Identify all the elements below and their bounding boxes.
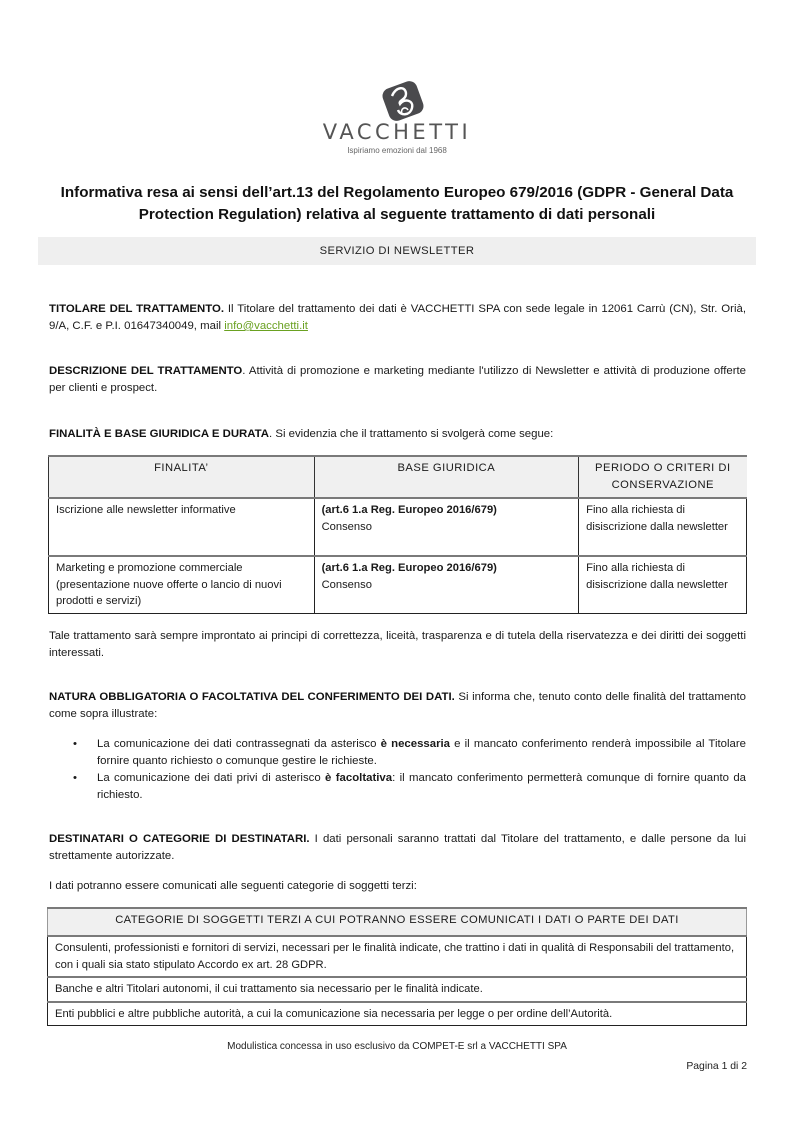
bullet-list xyxy=(49,736,746,804)
section-text: . Si evidenzia che il trattamento si svolgerà come segue: xyxy=(269,428,554,440)
section-destinatari xyxy=(49,831,746,865)
legal-basis-text: Consenso xyxy=(321,578,372,591)
cell-base-giuridica xyxy=(314,556,579,614)
cell-periodo: Fino alla richiesta di disiscrizione dalla newsletter xyxy=(579,556,747,614)
cell-finalita: Iscrizione alle newsletter informative xyxy=(49,498,315,556)
service-label: SERVIZIO DI NEWSLETTER xyxy=(38,237,756,265)
recipient-category: Consulenti, professionisti e fornitori di servizi, necessari per le finalità indicate, che trattino i dati in qualità di Responsabili del trattamento, con i quali sia stato stipulato Accordo ex art. 28 GDPR. xyxy=(48,936,747,977)
section-heading: DESTINATARI O CATEGORIE DI DESTINATARI. xyxy=(49,833,310,845)
table-row xyxy=(48,977,747,1002)
section-text: . Attività di promozione e marketing mediante l'utilizzo di Newsletter e attività di produzione offerte per clienti e prospect. xyxy=(49,365,746,394)
bullet-emphasis: è facoltativa xyxy=(325,772,393,784)
section-finalita xyxy=(49,426,746,443)
email-link[interactable]: info@vacchetti.it xyxy=(224,320,308,332)
list-item xyxy=(49,770,746,804)
document-title: Informativa resa ai sensi dell’art.13 del Regolamento Europeo 679/2016 (GDPR - General Data Protection Regulation) relativa al seguente trattamento di dati personali xyxy=(60,184,734,223)
table-header-row xyxy=(49,456,747,498)
legal-basis-reference: (art.6 1.a Reg. Europeo 2016/679) xyxy=(321,562,497,574)
recipients-intro: I dati potranno essere comunicati alle seguenti categorie di soggetti terzi: xyxy=(49,880,417,892)
table-row xyxy=(48,936,747,977)
section-titolare xyxy=(49,301,746,335)
column-header-periodo: PERIODO O CRITERI DI CONSERVAZIONE xyxy=(579,456,747,498)
footer-note: Modulistica concessa in uso esclusivo da COMPET-E srl a VACCHETTI SPA xyxy=(227,1041,567,1052)
bullet-icon: • xyxy=(73,772,77,784)
logo-tagline: Ispiriamo emozioni dal 1968 xyxy=(347,146,447,155)
list-item xyxy=(49,736,746,770)
section-heading: FINALITÀ E BASE GIURIDICA E DURATA xyxy=(49,428,270,440)
legal-basis-reference: (art.6 1.a Reg. Europeo 2016/679) xyxy=(321,504,497,516)
purpose-table xyxy=(48,455,747,614)
legal-basis-text: Consenso xyxy=(321,520,372,533)
vacchetti-logo xyxy=(316,78,478,160)
cell-finalita: Marketing e promozione commerciale (presentazione nuove offerte o lancio di nuovi prodotti e servizi) xyxy=(49,556,315,614)
table-row xyxy=(49,556,747,614)
page-number: Pagina 1 di 2 xyxy=(686,1061,747,1072)
table-header-row xyxy=(48,908,747,936)
bullet-icon: • xyxy=(73,738,77,750)
bullet-emphasis: è necessaria xyxy=(380,738,451,750)
bullet-text: La comunicazione dei dati privi di asterisco xyxy=(97,772,326,784)
logo-brand-name: VACCHETTI xyxy=(322,120,472,144)
section-descrizione xyxy=(49,363,746,397)
section-heading: NATURA OBBLIGATORIA O FACOLTATIVA DEL CONFERIMENTO DEI DATI. xyxy=(49,691,455,703)
cell-periodo: Fino alla richiesta di disiscrizione dalla newsletter xyxy=(579,498,747,556)
principles-paragraph: Tale trattamento sarà sempre improntato ai principi di correttezza, liceità, trasparenza e di tutela della riservatezza e dei diritti dei soggetti interessati. xyxy=(49,630,746,659)
recipients-table xyxy=(47,907,747,1026)
cell-base-giuridica xyxy=(314,498,579,556)
table-row xyxy=(49,498,747,556)
bullet-text: La comunicazione dei dati contrassegnati da asterisco xyxy=(97,738,381,750)
column-header-finalita: FINALITA’ xyxy=(49,456,315,498)
section-text: I dati personali saranno trattati dal Titolare del trattamento, e dalle persone da lui strettamente autorizzate. xyxy=(49,833,747,862)
bullet-text: e il mancato conferimento renderà impossibile al Titolare fornire quanto richiesto o comunque gestire le richieste. xyxy=(97,738,746,767)
bullet-text: : il mancato conferimento permetterà comunque di fornire quanto da richiesto. xyxy=(97,772,746,801)
recipient-category: Enti pubblici e altre pubbliche autorità, a cui la comunicazione sia necessaria per legge o per ordine dell’Autorità. xyxy=(48,1002,747,1026)
logo-mark-icon xyxy=(378,78,428,124)
section-text: Si informa che, tenuto conto delle finalità del trattamento come sopra illustrate: xyxy=(49,691,747,720)
section-natura xyxy=(49,689,746,723)
section-text: Il Titolare del trattamento dei dati è VACCHETTI SPA con sede legale in 12061 Carrù (CN), Str. Orià, 9/A, C.F. e P.I. 01647340049, mail xyxy=(49,303,746,332)
table-row xyxy=(48,1002,747,1026)
section-heading: DESCRIZIONE DEL TRATTAMENTO xyxy=(49,365,243,377)
recipient-category: Banche e altri Titolari autonomi, il cui trattamento sia necessario per le finalità indicate. xyxy=(48,977,747,1002)
column-header-base-giuridica: BASE GIURIDICA xyxy=(314,456,579,498)
column-header-categorie: CATEGORIE DI SOGGETTI TERZI A CUI POTRANNO ESSERE COMUNICATI I DATI O PARTE DEI DATI xyxy=(48,908,747,936)
section-heading: TITOLARE DEL TRATTAMENTO. xyxy=(49,303,225,315)
